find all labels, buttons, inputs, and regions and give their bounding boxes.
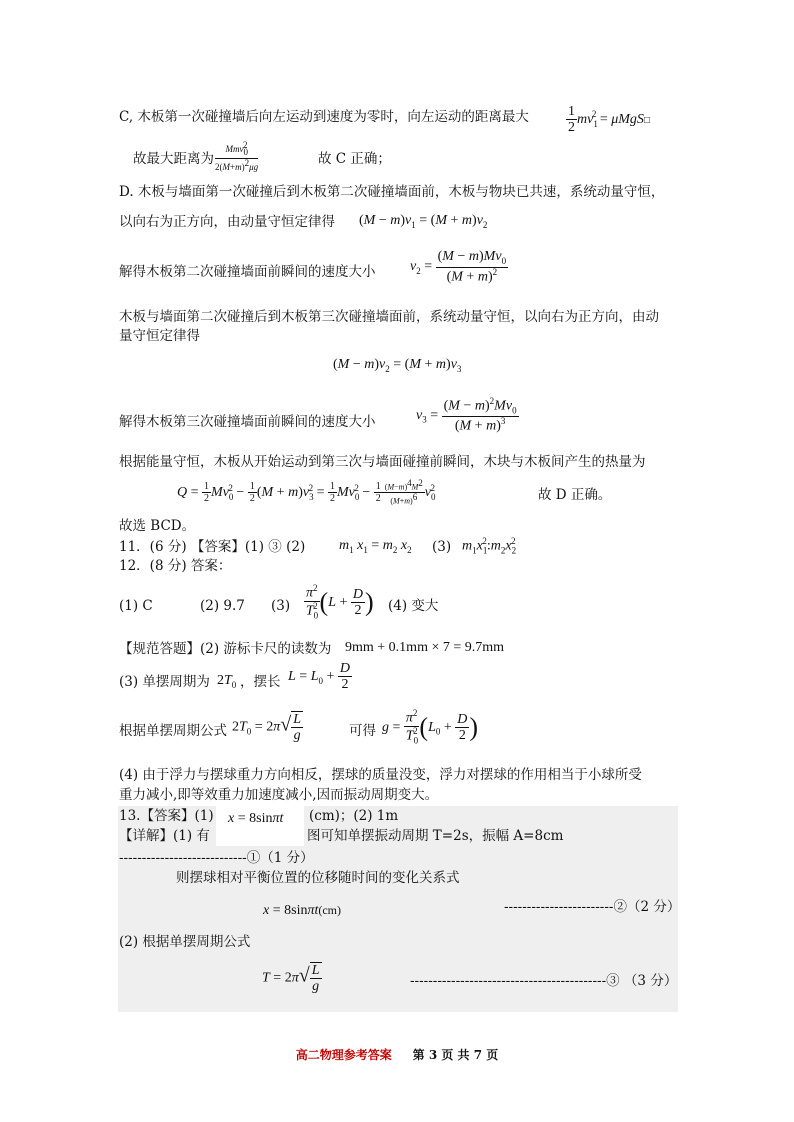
q12-g-formula: $\frac{\pi^2}{T_0^2}$ (L + $\frac{D}{2}$ ) xyxy=(305,583,374,621)
d-v2-eq: $v_2$ = $\frac{(M - m)Mv_0}{(M + m)^2}$ xyxy=(410,249,507,285)
footer-page: 第 3 页 共 7 页 xyxy=(412,1048,499,1062)
q13-answer-eq: x = 8sinπt xyxy=(228,811,284,826)
q12-p3-prefix: (3) 单摆周期为 xyxy=(119,674,210,690)
d-v3-eq: $v_3$ = $\frac{(M - m)^2Mv_0}{(M + m)^3}$ xyxy=(416,396,517,434)
q13-answer-tail: (cm)；(2) 1m xyxy=(309,808,399,824)
q13-relation: 则摆球相对平衡位置的位移随时间的变化关系式 xyxy=(176,870,460,886)
q11-prefix: 11．(6 分) 【答案】(1) ③ (2) xyxy=(119,539,306,555)
q12-period-formula: $2T_0 = 2\pi√$ $\frac{L}{g}$ xyxy=(232,712,301,744)
q12-guide: 【规范答题】(2) 游标卡尺的读数为 xyxy=(119,641,332,657)
q12-p4-line2: 重力减小,即等效重力加速度减小,因而振动周期变大。 xyxy=(119,787,439,803)
c-max-prefix: 故最大距离为 xyxy=(133,151,214,167)
d-line2: 以向右为正方向，由动量守恒定律得 xyxy=(119,214,335,230)
q12-head: 12．(8 分) 答案： xyxy=(119,558,232,574)
q13-p2: (2) 根据单摆周期公式 xyxy=(119,934,251,950)
q12-p4-line1: (4) 由于浮力与摆球重力方向相反，摆球的质量没变，浮力对摆球的作用相当于小球所受 xyxy=(119,767,642,783)
q13-detail-post: 图可知单摆振动周期 T=2s，振幅 A=8cm xyxy=(307,828,564,844)
d-line3: 木板与墙面第二次碰撞后到木板第三次碰撞墙面前，系统动量守恒，以向右为正方向，由动 xyxy=(119,309,659,325)
c-energy-equation: $\frac{1}{2}$ $mv_1^2$ = μMgS□ xyxy=(568,104,650,136)
q13-head: 13.【答案】(1) xyxy=(119,808,214,824)
q12-a4: (4) 变大 xyxy=(388,598,439,614)
d-momentum-eq1: $(M - m)v_1 = (M + m)v_2$ xyxy=(359,213,488,230)
q13-score2: ------------------------②（2 分） xyxy=(504,899,681,915)
q12-a3: (3) xyxy=(271,598,291,614)
q11-mid: (3) xyxy=(432,539,452,555)
q12-p3-mid: ，摆长 xyxy=(240,674,281,690)
d-line4: 量守恒定律得 xyxy=(119,328,200,344)
c-text: C, 木板第一次碰撞墙后向左运动到速度为零时，向左运动的距离最大 xyxy=(119,109,529,125)
q12-period: $2T_0$ xyxy=(217,673,237,690)
q13-score3: -------------------------------------------③ （3 分） xyxy=(410,973,678,989)
q12-formula-mid: 可得 xyxy=(349,723,376,739)
d-line1: D. 木板与墙面第一次碰撞后到木板第二次碰撞墙面前，木板与物块已共速，系统动量守恒， xyxy=(119,184,665,200)
q13-period-eq: T = 2π√ $\frac{L}{g}$ xyxy=(262,963,320,995)
d-v3-text: 解得木板第三次碰撞墙面前瞬间的速度大小 xyxy=(119,414,376,430)
c-max-distance: $\frac{Mmv_0^2}{2(M+m)^2\mu g}$ xyxy=(215,140,259,172)
page-footer xyxy=(0,1046,794,1063)
d-momentum-eq2: $(M - m)v_2 = (M + m)v_3$ xyxy=(333,357,462,374)
c-max-correct: 故 C 正确； xyxy=(318,151,391,167)
q13-relation-eq: x = 8sinπt(cm) xyxy=(263,903,342,918)
d-energy-text: 根据能量守恒，木板从开始运动到第三次与墙面碰撞前瞬间，木块与木板间产生的热量为 xyxy=(119,454,646,470)
d-v2-text: 解得木板第二次碰撞墙面前瞬间的速度大小 xyxy=(119,264,376,280)
q12-g-result: g = $\frac{\pi^2}{T_0^2}$ ($L_0$ + $\frac{D}{2}$ ) xyxy=(382,708,479,746)
q13-score1: ----------------------------①（1 分） xyxy=(119,850,314,866)
q13-detail-prefix: 【详解】(1) 有 xyxy=(119,828,210,844)
d-correct: 故 D 正确。 xyxy=(538,487,612,503)
q13-unit: (cm) xyxy=(318,903,342,917)
q12-guide-value: 9mm + 0.1mm × 7 = 9.7mm xyxy=(345,640,505,655)
q12-a2: (2) 9.7 xyxy=(200,598,245,614)
q12-length-eq: $L = L_0$ + $\frac{D}{2}$ xyxy=(288,661,351,693)
q12-a1: (1) C xyxy=(119,598,153,614)
footer-title: 高二物理参考答案 xyxy=(295,1048,392,1062)
q11-eq2: $m_1x_1^2:m_2x_2^2$ xyxy=(462,536,517,556)
q12-formula-prefix: 根据单摆周期公式 xyxy=(119,723,227,739)
d-heat-eq: Q = $\frac{1}{2}$ $Mv_0^2$ − $\frac{1}{2}$ $(M + m)v_3^2$ = $\frac{1}{2}$ $Mv_0^2$ − $\frac{1}{2}$ $\frac{(M-m)^4M^2}{(M+m)^6}$ $v_0^2$ xyxy=(177,478,436,507)
q11-eq1: $m_1$ $x_1 = m_2$ $x_2$ xyxy=(339,538,412,555)
bcd-answer: 故选 BCD。 xyxy=(119,518,196,534)
